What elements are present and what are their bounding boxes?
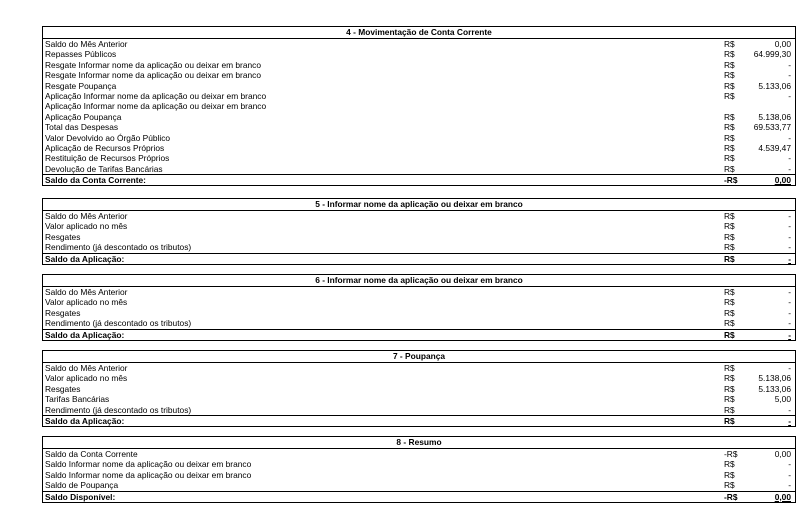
row-value: 5.133,06: [758, 80, 791, 91]
total-label: Saldo da Conta Corrente:: [45, 175, 146, 186]
row-value: -: [788, 480, 791, 491]
total-value: 0,00: [774, 175, 791, 186]
table-row: [43, 60, 795, 70]
row-label: Resgate Informar nome da aplicação ou deixar em branco: [45, 59, 262, 70]
row-currency: R$: [724, 231, 735, 242]
table-row: [43, 297, 795, 307]
row-value: -: [788, 163, 791, 174]
total-row: [43, 329, 795, 340]
row-currency: R$: [724, 469, 735, 480]
table-row: [43, 81, 795, 91]
row-label: Aplicação Poupança: [45, 111, 122, 122]
section-title: 4 - Movimentação de Conta Corrente: [43, 27, 795, 39]
total-row: [43, 253, 795, 264]
row-currency: R$: [724, 221, 735, 232]
section-title: 8 - Resumo: [43, 437, 795, 449]
section-title: 7 - Poupança: [43, 351, 795, 363]
row-value: -: [788, 153, 791, 164]
table-row: [43, 318, 795, 328]
row-value: 5.133,06: [758, 383, 791, 394]
section-aplicacao-5: [42, 198, 796, 265]
table-row: [43, 449, 795, 459]
row-value: 0,00: [774, 39, 791, 49]
row-label: Rendimento (já descontado os tributos): [45, 318, 192, 329]
row-value: -: [788, 70, 791, 81]
row-label: Resgates: [45, 231, 81, 242]
row-currency: R$: [724, 122, 735, 133]
table-row: [43, 153, 795, 163]
row-label: Saldo da Conta Corrente: [45, 449, 138, 459]
table-row: [43, 49, 795, 59]
row-label: Tarifas Bancárias: [45, 394, 110, 405]
table-row: [43, 70, 795, 80]
row-value: -: [788, 318, 791, 329]
section-title: 5 - Informar nome da aplicação ou deixar em branco: [43, 199, 795, 211]
row-currency: R$: [724, 363, 735, 373]
table-row: [43, 394, 795, 404]
table-row: [43, 363, 795, 373]
row-value: 4.539,47: [758, 142, 791, 153]
row-value: 0,00: [774, 449, 791, 459]
row-currency: R$: [724, 318, 735, 329]
row-label: Saldo do Mês Anterior: [45, 211, 128, 221]
row-value: -: [788, 363, 791, 373]
row-value: -: [788, 59, 791, 70]
row-label: Rendimento (já descontado os tributos): [45, 242, 192, 253]
total-label: Saldo da Aplicação:: [45, 415, 125, 426]
row-value: -: [788, 469, 791, 480]
table-row: [43, 91, 795, 101]
total-currency: R$: [724, 329, 735, 340]
row-label: Aplicação Informar nome da aplicação ou deixar em branco: [45, 101, 267, 112]
row-value: -: [788, 221, 791, 232]
row-currency: R$: [724, 142, 735, 153]
row-currency: R$: [724, 59, 735, 70]
total-row: [43, 491, 795, 502]
row-value: 5,00: [774, 394, 791, 405]
row-label: Valor Devolvido ao Órgão Público: [45, 132, 171, 143]
table-row: [43, 143, 795, 153]
table-row: [43, 459, 795, 469]
total-row: [43, 415, 795, 426]
row-value: -: [788, 404, 791, 415]
row-label: Resgate Poupança: [45, 80, 117, 91]
row-currency: R$: [724, 70, 735, 81]
section-resumo: [42, 436, 796, 503]
row-label: Aplicação Informar nome da aplicação ou deixar em branco: [45, 90, 267, 101]
row-value: 5.138,06: [758, 373, 791, 384]
table-row: [43, 308, 795, 318]
row-currency: R$: [724, 132, 735, 143]
total-row: [43, 174, 795, 185]
row-label: Saldo Informar nome da aplicação ou deixar em branco: [45, 459, 252, 470]
row-label: Total das Despesas: [45, 122, 119, 133]
table-row: [43, 373, 795, 383]
row-currency: R$: [724, 383, 735, 394]
row-currency: R$: [724, 111, 735, 122]
section-conta-corrente: [42, 26, 796, 186]
total-label: Saldo da Aplicação:: [45, 253, 125, 264]
row-value: -: [788, 307, 791, 318]
row-currency: R$: [724, 394, 735, 405]
row-currency: R$: [724, 90, 735, 101]
row-currency: R$: [724, 480, 735, 491]
row-label: Resgates: [45, 383, 81, 394]
row-currency: -R$: [724, 449, 738, 459]
row-currency: R$: [724, 404, 735, 415]
row-value: -: [788, 231, 791, 242]
row-value: -: [788, 90, 791, 101]
row-value: 64.999,30: [753, 49, 791, 60]
table-row: [43, 470, 795, 480]
row-label: Saldo Informar nome da aplicação ou deixar em branco: [45, 469, 252, 480]
table-row: [43, 101, 795, 111]
table-row: [43, 133, 795, 143]
row-label: Restituição de Recursos Próprios: [45, 153, 170, 164]
row-value: 5.138,06: [758, 111, 791, 122]
row-currency: R$: [724, 211, 735, 221]
row-label: Resgate Informar nome da aplicação ou deixar em branco: [45, 70, 262, 81]
total-currency: -R$: [724, 491, 738, 502]
row-value: 69.533,77: [753, 122, 791, 133]
total-label: Saldo da Aplicação:: [45, 329, 125, 340]
table-row: [43, 211, 795, 221]
row-currency: R$: [724, 80, 735, 91]
row-currency: R$: [724, 307, 735, 318]
row-label: Resgates: [45, 307, 81, 318]
row-currency: R$: [724, 287, 735, 297]
row-label: Devolução de Tarifas Bancárias: [45, 163, 163, 174]
row-label: Rendimento (já descontado os tributos): [45, 404, 192, 415]
table-row: [43, 112, 795, 122]
table-row: [43, 232, 795, 242]
table-row: [43, 39, 795, 49]
row-label: Valor aplicado no mês: [45, 373, 128, 384]
table-row: [43, 221, 795, 231]
section-poupanca: [42, 350, 796, 427]
row-value: -: [788, 297, 791, 308]
table-row: [43, 122, 795, 132]
row-label: Repasses Públicos: [45, 49, 117, 60]
total-value: -: [788, 415, 791, 426]
section-title: 6 - Informar nome da aplicação ou deixar em branco: [43, 275, 795, 287]
total-label: Saldo Disponível:: [45, 491, 116, 502]
row-currency: R$: [724, 459, 735, 470]
row-label: Saldo de Poupança: [45, 480, 119, 491]
row-currency: R$: [724, 373, 735, 384]
row-currency: R$: [724, 39, 735, 49]
row-value: -: [788, 242, 791, 253]
total-currency: R$: [724, 415, 735, 426]
row-label: Valor aplicado no mês: [45, 297, 128, 308]
row-label: Saldo do Mês Anterior: [45, 287, 128, 297]
row-label: Saldo do Mês Anterior: [45, 363, 128, 373]
table-row: [43, 480, 795, 490]
row-label: Valor aplicado no mês: [45, 221, 128, 232]
table-row: [43, 384, 795, 394]
row-value: -: [788, 287, 791, 297]
row-label: Aplicação de Recursos Próprios: [45, 142, 165, 153]
row-currency: R$: [724, 297, 735, 308]
row-value: -: [788, 132, 791, 143]
total-value: 0,00: [774, 491, 791, 502]
section-aplicacao-6: [42, 274, 796, 341]
table-row: [43, 287, 795, 297]
total-value: -: [788, 253, 791, 264]
row-currency: R$: [724, 163, 735, 174]
table-row: [43, 242, 795, 252]
table-row: [43, 164, 795, 174]
row-value: -: [788, 459, 791, 470]
row-currency: R$: [724, 242, 735, 253]
row-value: -: [788, 211, 791, 221]
row-currency: R$: [724, 49, 735, 60]
total-value: -: [788, 329, 791, 340]
total-currency: R$: [724, 253, 735, 264]
total-currency: -R$: [724, 175, 738, 186]
table-row: [43, 405, 795, 415]
row-label: Saldo do Mês Anterior: [45, 39, 128, 49]
row-currency: R$: [724, 153, 735, 164]
